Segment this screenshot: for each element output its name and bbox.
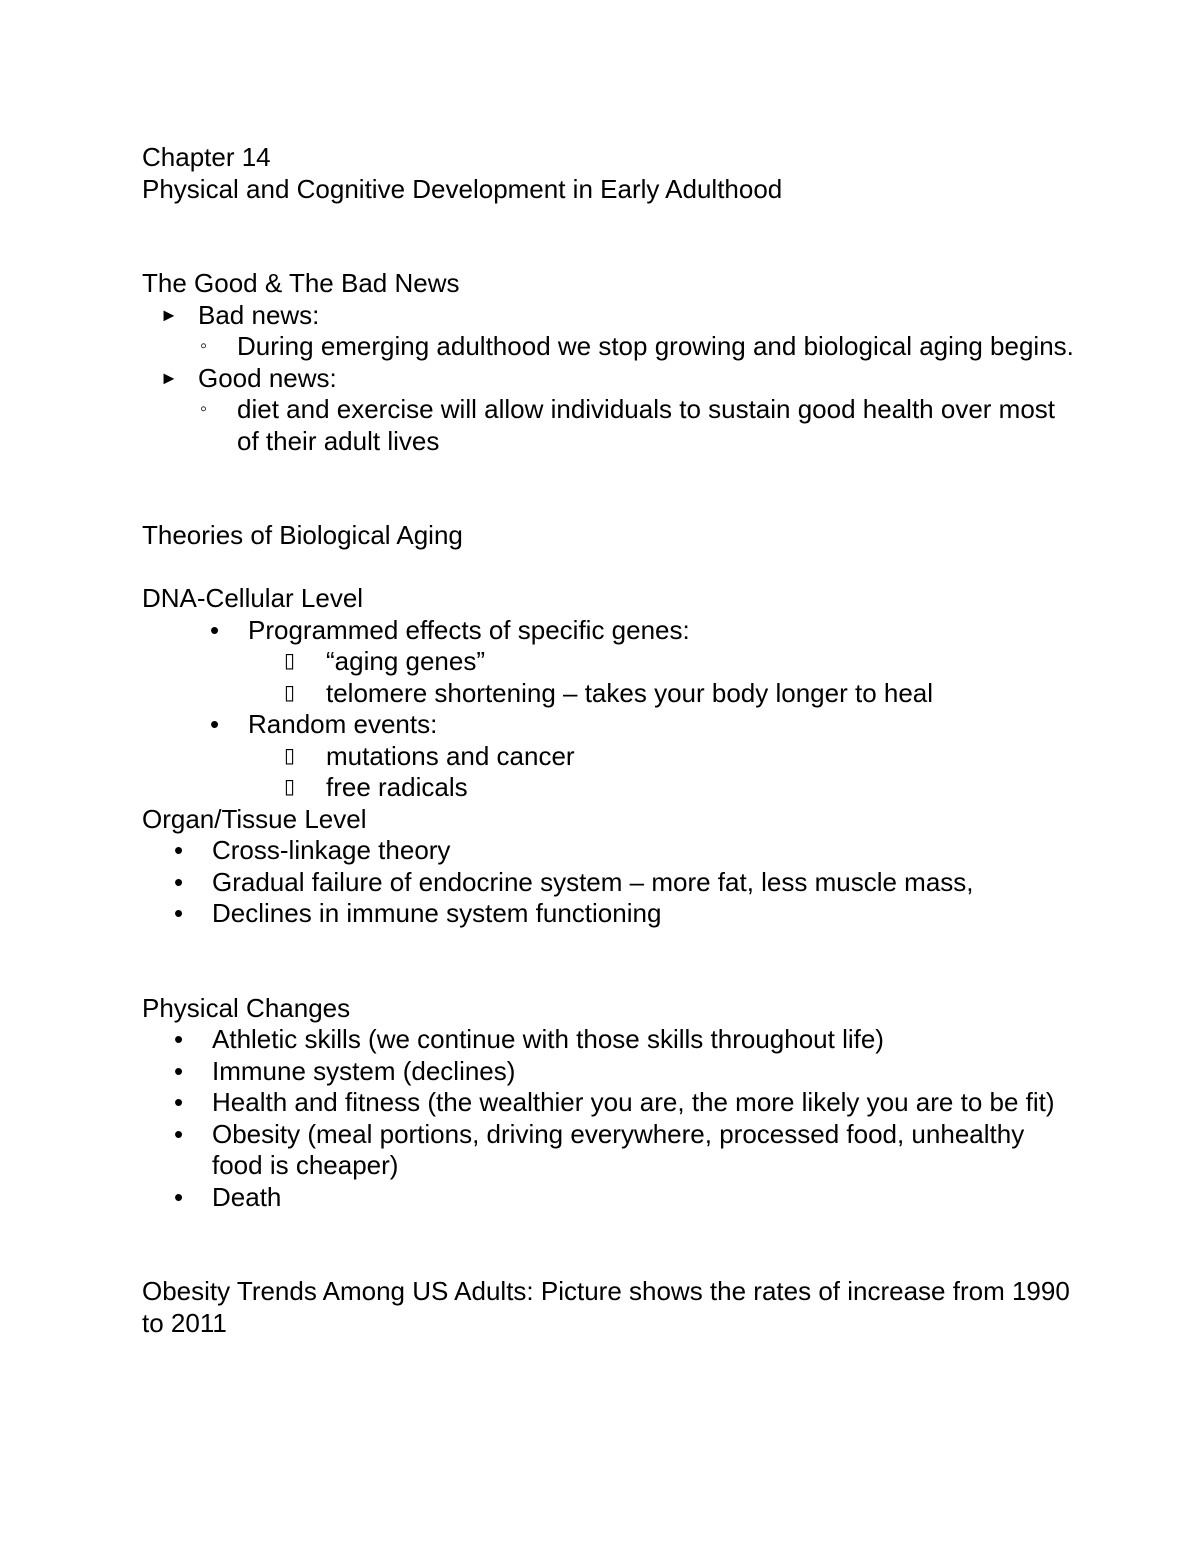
list-item-bad-detail (142, 331, 1082, 363)
list-item-text: During emerging adulthood we stop growing and biological aging begins. (237, 331, 1074, 361)
physical-list (142, 1024, 1082, 1213)
list-item-text: Obesity (meal portions, driving everywhere, processed food, unhealthy food is cheaper) (212, 1118, 1025, 1180)
subheading-dna-cellular: DNA-Cellular Level (142, 583, 364, 613)
list-item (142, 1182, 1082, 1214)
circle-bullet-icon: ◦ (200, 398, 208, 420)
box-bullet-icon: ▯ (284, 776, 296, 798)
dot-bullet-icon: • (174, 1118, 184, 1149)
section-heading-theories: Theories of Biological Aging (142, 520, 463, 550)
spacer (142, 457, 1082, 520)
dot-bullet-icon: • (174, 898, 184, 928)
spacer (142, 1213, 1082, 1276)
list-item-random (142, 709, 1082, 741)
box-bullet-icon: ▯ (284, 650, 296, 672)
box-bullet-icon: ▯ (284, 681, 296, 704)
list-item-text: Gradual failure of endocrine system – more fat, less muscle mass, (212, 866, 974, 897)
document-page (142, 142, 1082, 1339)
list-item-text: mutations and cancer (326, 740, 575, 771)
section-heading-good-bad: The Good & The Bad News (142, 268, 460, 298)
list-item-text: Bad news: (198, 299, 320, 330)
list-item-text: free radicals (326, 772, 468, 802)
list-item-telomere (142, 678, 1082, 710)
organ-list (142, 835, 1082, 930)
list-item (142, 835, 1082, 867)
dot-bullet-icon: • (174, 1024, 184, 1054)
list-item-text: diet and exercise will allow individuals to sustain good health over most of their adult lives (237, 394, 1055, 456)
circle-bullet-icon: ◦ (200, 335, 208, 357)
list-item-text: Immune system (declines) (212, 1055, 516, 1086)
dot-bullet-icon: • (174, 1087, 184, 1117)
list-item (142, 1119, 1082, 1182)
list-item-bad-news (142, 300, 1082, 332)
list-item-text: Cross-linkage theory (212, 835, 451, 865)
list-item (142, 898, 1082, 930)
list-item-good-detail (142, 394, 1082, 457)
list-item-text: Declines in immune system functioning (212, 898, 662, 928)
dot-bullet-icon: • (174, 1181, 184, 1212)
subheading-organ-tissue: Organ/Tissue Level (142, 803, 367, 834)
list-item-mutations (142, 741, 1082, 773)
list-item-good-news (142, 363, 1082, 395)
dot-bullet-icon: • (174, 835, 184, 865)
spacer (142, 205, 1082, 268)
list-item-programmed (142, 615, 1082, 647)
list-item-text: Health and fitness (the wealthier you are, the more likely you are to be fit) (212, 1087, 1055, 1117)
dot-bullet-icon: • (210, 709, 220, 739)
dot-bullet-icon: • (210, 614, 220, 645)
list-item-text: telomere shortening – takes your body longer to heal (326, 677, 934, 708)
list-item (142, 867, 1082, 899)
list-item-text: Good news: (198, 362, 337, 393)
list-item-free-radicals (142, 772, 1082, 804)
dot-bullet-icon: • (174, 1055, 184, 1086)
arrow-bullet-icon: ► (160, 304, 178, 325)
section-heading-physical: Physical Changes (142, 992, 351, 1023)
good-bad-list (142, 300, 1082, 458)
dna-list (142, 615, 1082, 804)
list-item-text: Athletic skills (we continue with those skills throughout life) (212, 1024, 884, 1054)
list-item-text: Death (212, 1181, 282, 1212)
list-item (142, 1056, 1082, 1088)
box-bullet-icon: ▯ (284, 744, 296, 767)
spacer (142, 930, 1082, 993)
spacer (142, 552, 1082, 584)
list-item (142, 1024, 1082, 1056)
list-item (142, 1087, 1082, 1119)
arrow-bullet-icon: ► (160, 367, 178, 388)
list-item-text: “aging genes” (326, 646, 485, 676)
obesity-trends-paragraph: Obesity Trends Among US Adults: Picture shows the rates of increase from 1990 to 2011 (142, 1276, 1070, 1338)
list-item-text: Programmed effects of specific genes: (248, 614, 690, 645)
dot-bullet-icon: • (174, 866, 184, 897)
list-item-aging-genes (142, 646, 1082, 678)
list-item-text: Random events: (248, 709, 438, 739)
chapter-title: Physical and Cognitive Development in Early Adulthood (142, 173, 783, 204)
chapter-label: Chapter 14 (142, 142, 271, 172)
